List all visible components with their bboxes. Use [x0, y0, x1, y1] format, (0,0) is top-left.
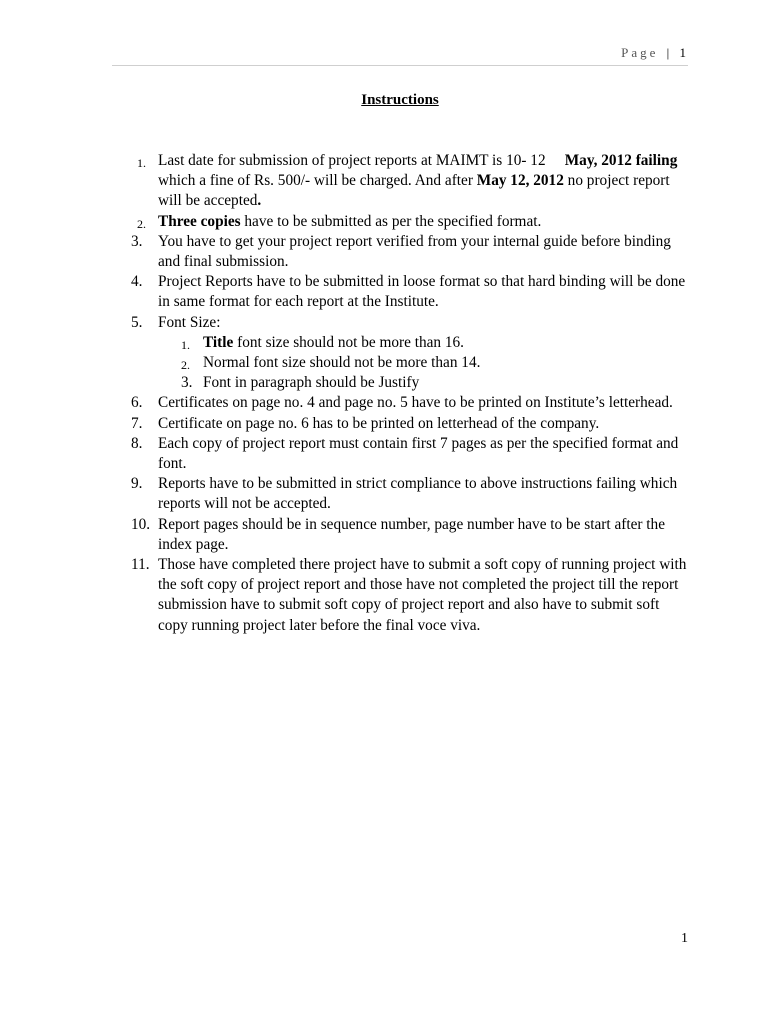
item-number: 3.	[181, 374, 193, 392]
list-item	[131, 151, 691, 212]
document-title: Instructions	[361, 92, 439, 108]
item-number: 1.	[181, 337, 190, 352]
page-separator: |	[666, 45, 670, 60]
sub-list-item	[131, 353, 691, 373]
page-label: Page	[621, 45, 659, 60]
list-item	[131, 393, 691, 413]
item-bold-text: May, 2012 failing	[564, 152, 678, 169]
item-text: Certificate on page no. 6 has to be printed on letterhead of the company.	[158, 414, 600, 432]
item-bold-text: .	[257, 192, 262, 210]
item-text: have to be submitted as per the specified format.	[240, 212, 542, 230]
footer-page-number: 1	[681, 931, 688, 946]
header-page-number: 1	[679, 45, 686, 60]
item-text: Last date for submission of project reports at MAIMT is 10- 12	[158, 152, 546, 169]
item-number: 9.	[131, 475, 143, 493]
item-number: 3.	[131, 232, 143, 250]
list-item	[131, 212, 691, 232]
list-item	[131, 515, 691, 555]
item-text: Each copy of project report must contain first 7 pages as per the specified format and font.	[158, 434, 679, 473]
list-item	[131, 414, 691, 434]
list-item	[131, 555, 691, 636]
sub-list-item	[131, 333, 691, 353]
list-item	[131, 474, 691, 514]
item-number: 1.	[137, 156, 146, 170]
item-text: Report pages should be in sequence number, page number have to be start after the index page.	[158, 515, 665, 553]
page-header	[621, 45, 686, 61]
item-text: font size should not be more than 16.	[233, 333, 464, 351]
list-item	[131, 313, 691, 333]
item-text: Project Reports have to be submitted in loose format so that hard binding will be done in same format for each report at the Institute.	[158, 273, 686, 311]
item-bold-text: Title	[203, 333, 234, 351]
item-text: Normal font size should not be more than 14.	[203, 354, 481, 372]
item-text: Font Size:	[158, 313, 221, 331]
item-text: Font in paragraph should be Justify	[203, 374, 420, 392]
item-bold-text: Three copies	[158, 212, 241, 230]
list-item	[131, 434, 691, 474]
item-text: Certificates on page no. 4 and page no. 5 have to be printed on Institute’s letterhead.	[158, 394, 673, 412]
item-number: 2.	[137, 216, 146, 231]
instructions-list	[131, 151, 691, 636]
item-text: You have to get your project report verified from your internal guide before binding and final submission.	[158, 232, 671, 271]
list-item	[131, 272, 691, 312]
item-number: 5.	[131, 313, 143, 331]
item-number: 4.	[131, 273, 143, 291]
sub-list-item	[131, 373, 691, 393]
item-number: 6.	[131, 394, 143, 412]
item-text: which a fine of Rs. 500/- will be charged. And after	[158, 172, 477, 190]
item-number: 11.	[131, 556, 150, 574]
item-bold-text: May 12, 2012	[476, 172, 564, 190]
item-number: 10.	[131, 515, 151, 533]
item-text: no project report will be accepted	[158, 172, 670, 210]
item-text: Those have completed there project have to submit a soft copy of running project with the soft copy of project report and those have not completed the project till the report submission have to submit soft copy of project report and also have to submit soft copy running project later before the final voce viva.	[158, 556, 687, 634]
header-divider	[112, 65, 688, 66]
item-number: 7.	[131, 414, 143, 432]
item-number: 8.	[131, 434, 143, 452]
item-text: Reports have to be submitted in strict compliance to above instructions failing which reports will not be accepted.	[158, 475, 678, 513]
list-item	[131, 232, 691, 272]
item-number: 2.	[181, 358, 190, 373]
